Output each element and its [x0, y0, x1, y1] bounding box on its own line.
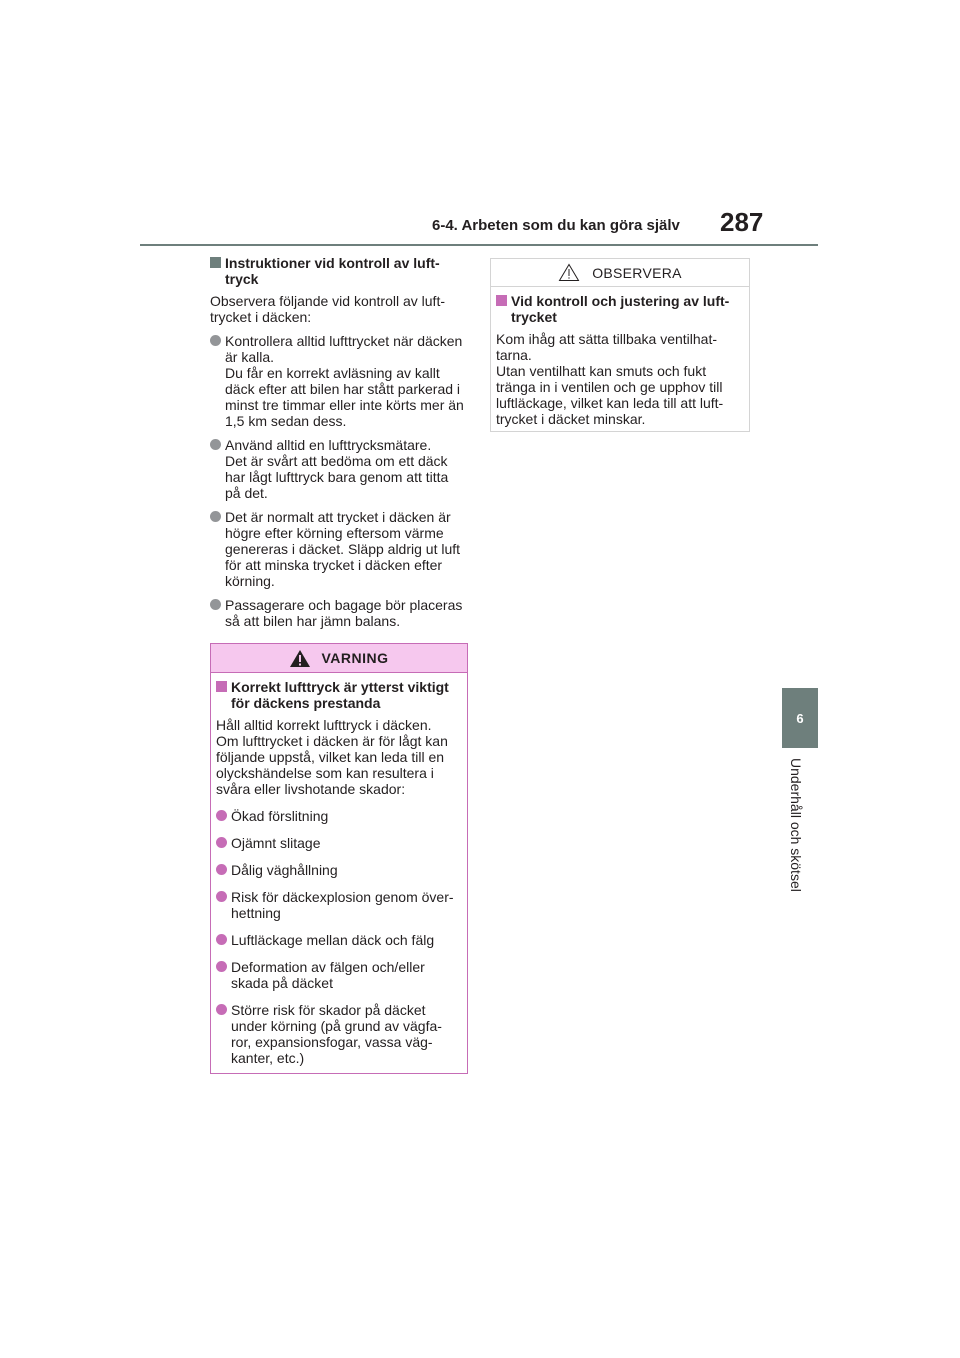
round-bullet-icon	[210, 599, 221, 610]
warning-body	[211, 673, 467, 1066]
notice-heading	[496, 293, 745, 325]
square-bullet-icon	[216, 681, 227, 692]
round-bullet-icon	[210, 511, 221, 522]
list-item	[216, 959, 463, 991]
warning-text: Håll alltid korrekt lufttryck i däcken. Om lufttrycket i däcken är för lågt kan följande uppstå, vilket kan leda till en olyckshändelse som kan resultera i svåra eller livshotande skador:	[216, 717, 448, 797]
list-item	[216, 835, 463, 851]
list-item	[210, 509, 470, 589]
warning-triangle-icon	[289, 649, 311, 668]
round-bullet-icon	[216, 961, 227, 972]
round-bullet-icon	[216, 810, 227, 821]
round-bullet-icon	[216, 864, 227, 875]
list-item	[210, 437, 470, 501]
header-divider	[140, 244, 818, 246]
list-item	[210, 597, 470, 629]
warning-header	[211, 644, 467, 673]
warning-heading	[216, 679, 463, 711]
notice-header	[491, 259, 749, 287]
list-item-text: Risk för däckexplosion genom över- hettning	[231, 889, 454, 921]
page-number: 287	[720, 207, 764, 237]
round-bullet-icon	[216, 934, 227, 945]
list-item-text: Det är normalt att trycket i däcken är högre efter körning eftersom värme genereras i däcket. Släpp aldrig ut luft för att minska trycket i däcken efter körning.	[225, 509, 461, 589]
section-header: 6-4. Arbeten som du kan göra själv	[432, 217, 680, 234]
list-item-text: Större risk för skador på däcket under körning (på grund av vägfa- ror, expansionsfogar, vassa väg- kanter, etc.)	[231, 1002, 442, 1066]
notice-label: OBSERVERA	[592, 264, 682, 281]
list-item-text: Deformation av fälgen och/eller skada på däcket	[231, 959, 425, 991]
list-item-text: Ojämnt slitage	[231, 835, 321, 851]
list-item-text: Ökad förslitning	[231, 808, 329, 824]
list-item	[216, 808, 463, 824]
list-item-text: Använd alltid en lufttrycksmätare. Det är svårt att bedöma om ett däck har lågt lufttryck bara genom att titta på det.	[225, 437, 449, 501]
round-bullet-icon	[216, 837, 227, 848]
round-bullet-icon	[216, 891, 227, 902]
instructions-heading-text: Instruktioner vid kontroll av luft- tryck	[225, 255, 440, 287]
list-item-text: Luftläckage mellan däck och fälg	[231, 932, 435, 948]
chapter-title: Underhåll och skötsel	[788, 758, 804, 892]
list-item	[216, 1002, 463, 1066]
notice-box	[490, 258, 750, 432]
list-item	[216, 862, 463, 878]
square-bullet-icon	[496, 295, 507, 306]
list-item-text: Dålig väghållning	[231, 862, 338, 878]
round-bullet-icon	[216, 1004, 227, 1015]
round-bullet-icon	[210, 335, 221, 346]
list-item	[216, 932, 463, 948]
instructions-section	[210, 255, 470, 629]
chapter-number-tab: 6	[782, 688, 818, 748]
caution-triangle-outline-icon	[558, 263, 580, 282]
list-item-text: Kontrollera alltid lufttrycket när däcken är kalla. Du får en korrekt avläsning av kallt däck efter att bilen har stått parkerad i minst tre timmar eller inte körts mer än 1,5 km sedan dess.	[225, 333, 464, 429]
notice-text: Kom ihåg att sätta tillbaka ventilhat- tarna. Utan ventilhatt kan smuts och fukt tränga in i ventilen och ge upphov till luftläckage, vilket kan leda till att luft- trycket i däcket minskar.	[496, 331, 724, 427]
square-bullet-icon	[210, 257, 221, 268]
list-item	[216, 889, 463, 921]
round-bullet-icon	[210, 439, 221, 450]
instructions-intro: Observera följande vid kontroll av luft- trycket i däcken:	[210, 293, 445, 325]
instructions-heading	[210, 255, 470, 287]
warning-label: VARNING	[321, 650, 389, 666]
list-item-text: Passagerare och bagage bör placeras så att bilen har jämn balans.	[225, 597, 463, 629]
warning-heading-text: Korrekt lufttryck är ytterst viktigt för däckens prestanda	[231, 679, 449, 711]
warning-box	[210, 643, 468, 1074]
list-item	[210, 333, 470, 429]
notice-heading-text: Vid kontroll och justering av luft- trycket	[511, 293, 730, 325]
notice-body	[491, 287, 749, 427]
